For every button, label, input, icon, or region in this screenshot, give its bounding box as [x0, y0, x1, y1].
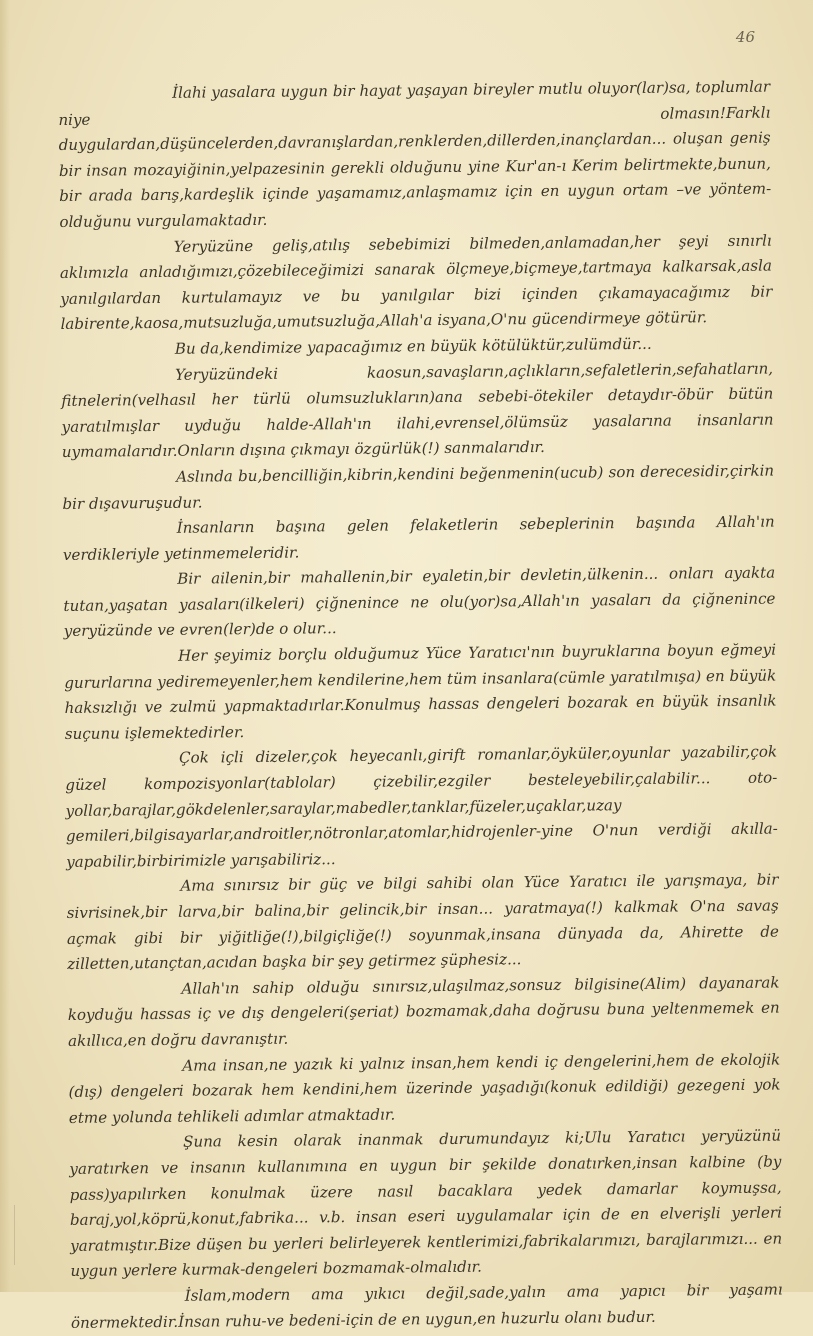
paragraph: İslam,modern ama yıkıcı değil,sade,yalın ama yapıcı bir yaşamı önermektedir.İnsan ruhu-ve bedeni-için de en uygun,en huzurlu olanı budur. [70, 1280, 783, 1332]
body-text [58, 75, 783, 1336]
paragraph: Yeryüzündeki kaosun,savaşların,açlıkların,sefaletlerin,sefahatların, fitnelerin(velhasıl her türlü olumsuzlukların)ana sebebi-ötekiler detaydır-öbür bütün yaratılmışlar uyduğu halde-Allah'ın ilahi,evrensel,ölümsüz yasalarına insanların uymamalarıdır.Onların dışına çıkmayı özgürlük(!) sanmalarıdır. [61, 359, 774, 462]
paragraph: Bu da,kendimize yapacağımız en büyük kötülüktür,zulümdür... [174, 334, 652, 358]
paragraph: Allah'ın sahip olduğu sınırsız,ulaşılmaz,sonsuz bilgisine(Alim) dayanarak koyduğu hassas iç ve dış dengeleri(şeriat) bozmamak,daha doğrusu buna yeltenmemek en akıllıca,en doğru davranıştır. [67, 973, 780, 1050]
paragraph: Ama sınırsız bir güç ve bilgi sahibi olan Yüce Yaratıcı ile yarışmaya, bir sivrisinek,bir larva,bir balina,bir gelincik,bir insan... yaratmaya(!) kalkmak O'na savaş açmak gibi bir yiğitliğe(!),bilgiçliğe(!) soyunmak,insana dünyada da, Ahirette de zilletten,utançtan,acıdan başka bir şey getirmez şüphesiz... [66, 870, 780, 974]
paragraph: İlahi yasalara uygun bir hayat yaşayan bireyler mutlu oluyor(lar)sa, toplumlar niye olmasın!Farklı duygulardan,düşüncelerden,davranışlardan,renklerden,dillerden,inançlardan... oluşan geniş bir insan mozayiğinin,yelpazesinin gerekli olduğunu yine Kur'an-ı Kerim belirtmekte,bunun, bir arada barış,kardeşlik içinde yaşamamız,anlaşmamız için en uygun ortam –ve yöntem- olduğunu vurgulamaktadır. [58, 77, 772, 231]
paragraph: Yeryüzüne geliş,atılış sebebimizi bilmeden,anlamadan,her şeyi sınırlı aklımızla anladığımızı,çözebileceğimizi sanarak ölçmeye,biçmeye,tartmaya kalkarsak,asla yanılgılardan kurtulamayız ve bu yanılgılar bizi içinden çıkamayacağımız bir labirente,kaosa,mutsuzluğa,umutsuzluğa,Allah'a isyana,O'nu gücendirmeye götürür. [59, 231, 773, 334]
page-number: 46 [735, 28, 755, 46]
paragraph: Ama insan,ne yazık ki yalnız insan,hem kendi iç dengelerini,hem de ekolojik (dış) dengeleri bozarak hem kendini,hem üzerinde yaşadığı(konuk edildiği) gezegeni yok etme yolunda tehlikeli adımlar atmaktadır. [68, 1050, 781, 1127]
margin-mark [14, 1205, 25, 1265]
paragraph: Bir ailenin,bir mahallenin,bir eyaletin,bir devletin,ülkenin... onları ayakta tutan,yaşatan yasaları(ilkeleri) çiğnenince ne olu(yor)sa,Allah'ın yasaları da çiğnenince yeryüzünde ve evren(ler)de o olur... [63, 563, 776, 641]
paragraph: Şuna kesin olarak inanmak durumundayız ki;Ulu Yaratıcı yeryüzünü yaratırken ve insanın kullanımına en uygun bir şekilde donatırken,insan kalbine (by pass)yapılırken konulmak üzere nasıl bacaklara yedek damarlar koymuşsa, baraj,yol,köprü,konut,fabrika... v.b. insan eseri uygulamalar için de en elverişli yerleri yaratmıştır.Bize düşen bu yerleri belirleyerek kentlerimizi,fabrikalarımızı, barajlarımızı... en uygun yerlere kurmak-dengeleri bozmamak-olmalıdır. [69, 1126, 783, 1281]
paragraph: Her şeyimiz borçlu olduğumuz Yüce Yaratıcı'nın buyruklarına boyun eğmeyi gururlarına yediremeyenler,hem kendilerine,hem tüm insanlara(cümle yaratılmışa) en büyük haksızlığı ve zulmü yapmaktadırlar.Konulmuş hassas dengeleri bozarak en büyük insanlık suçunu işlemektedirler. [64, 640, 777, 743]
paragraph: Aslında bu,bencilliğin,kibrin,kendini beğenmenin(ucub) son derecesidir,çirkin bir dışavuruşudur. [62, 461, 775, 513]
paragraph: Çok içli dizeler,çok heyecanlı,girift romanlar,öyküler,oyunlar yazabilir,çok güzel kompozisyonlar(tablolar) çizebilir,ezgiler besteleyebilir,çalabilir... oto-yollar,barajlar,gökdelenler,saraylar,mabedler,tanklar,füzeler,uçaklar,uzay gemileri,bilgisayarlar,androitler,nötronlar,atomlar,hidrojenler-yine O'nun verdiği akılla- yapabilir,birbirimizle yarışabiliriz... [65, 742, 778, 871]
paragraph: İnsanların başına gelen felaketlerin sebeplerinin başında Allah'ın verdikleriyle yetinmemeleridir. [62, 512, 775, 564]
